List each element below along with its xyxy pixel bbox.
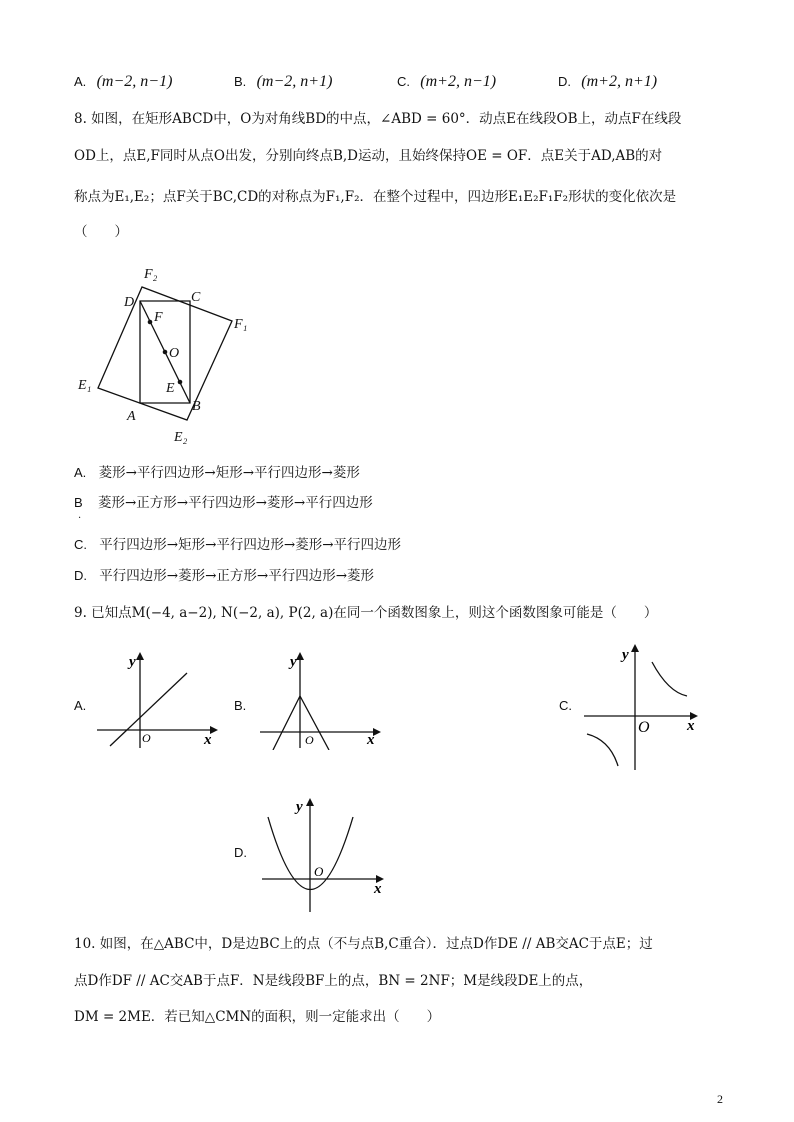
svg-text:y: y: [622, 647, 629, 663]
q7-option-d: D. (m+2, n+1): [558, 73, 658, 90]
page-number: 2: [717, 1092, 723, 1106]
q8-stem-line2: OD上，点E,F同时从点O出发，分别向终点B,D运动，且始终保持OE = OF．点E关于AD,AB的对: [74, 148, 663, 164]
label-f1: F₁: [234, 317, 248, 332]
q8-option-b: B 菱形→正方形→平行四边形→菱形→平行四边形: [74, 495, 373, 511]
point-o: [163, 350, 168, 355]
q8-answer-paren: （ ）: [74, 224, 128, 240]
svg-text:O: O: [314, 864, 324, 879]
y-arrow-icon: [296, 652, 304, 660]
hyperbola-branch-first-quadrant: [652, 662, 687, 696]
q8-option-c: C. 平行四边形→矩形→平行四边形→菱形→平行四边形: [74, 537, 402, 553]
q8-option-a: A. 菱形→平行四边形→矩形→平行四边形→菱形: [74, 465, 360, 481]
q9-stem: 9. 已知点M(−4, a−2), N(−2, a), P(2, a)在同一个函数图象上，则这个函数图象可能是（ ）: [74, 605, 658, 621]
q9-graph-c: [580, 638, 710, 773]
q8-stem-line1: 8. 如图，在矩形ABCD中，O为对角线BD的中点，∠ABD = 60°．动点E在线段OB上，动点F在线段: [74, 111, 682, 127]
svg-text:y: y: [296, 799, 303, 815]
svg-text:O: O: [142, 731, 151, 745]
label-a: A: [127, 409, 136, 424]
point-f: [148, 320, 153, 325]
y-arrow-icon: [136, 652, 144, 660]
q10-stem-line3: DM = 2ME．若已知△CMN的面积，则一定能求出（ ）: [74, 1009, 441, 1025]
label-o: O: [169, 346, 180, 361]
q7-option-b: B. (m−2, n+1): [234, 73, 333, 90]
q9-option-b-label: B.: [234, 698, 247, 713]
q8-option-d: D. 平行四边形→菱形→正方形→平行四边形→菱形: [74, 568, 375, 584]
absolute-value-graph: [273, 696, 329, 750]
label-b: B: [192, 399, 201, 414]
hyperbola-branch-third-quadrant: [587, 734, 618, 766]
label-e1: E₁: [78, 378, 92, 393]
svg-text:x: x: [204, 732, 212, 748]
q7-option-d-value: (m+2, n+1): [581, 73, 658, 90]
label-d: D: [124, 295, 135, 310]
svg-text:O: O: [305, 733, 314, 747]
label-c: C: [191, 290, 201, 305]
q9-option-d-label: D.: [234, 845, 247, 860]
svg-text:y: y: [129, 654, 136, 670]
q8-rectangle-figure: [70, 258, 270, 453]
q7-option-a: A. (m−2, n−1): [74, 73, 173, 90]
label-f2: F₂: [144, 267, 158, 282]
svg-text:x: x: [367, 732, 375, 748]
svg-text:x: x: [374, 881, 382, 897]
q10-stem-line1: 10. 如图，在△ABC中，D是边BC上的点（不与点B,C重合）．过点D作DE // AB交AC于点E；过: [74, 936, 653, 952]
q9-graph-d: [258, 792, 390, 917]
q9-graph-b: [255, 650, 385, 750]
q7-option-a-value: (m−2, n−1): [96, 73, 173, 90]
svg-text:O: O: [638, 719, 650, 736]
label-e: E: [166, 381, 175, 396]
q7-option-b-value: (m−2, n+1): [256, 73, 333, 90]
q9-option-a-label: A.: [74, 698, 87, 713]
y-arrow-icon: [631, 644, 639, 652]
svg-text:x: x: [687, 718, 695, 734]
q9-graph-a: [92, 650, 222, 750]
point-e: [178, 380, 183, 385]
q9-option-c-label: C.: [559, 698, 572, 713]
y-arrow-icon: [306, 798, 314, 806]
label-e2: E₂: [174, 430, 188, 445]
q10-stem-line2: 点D作DF // AC交AB于点F．N是线段BF上的点，BN = 2NF；M是线段DE上的点，: [74, 973, 593, 989]
q7-option-c-value: (m+2, n−1): [420, 73, 497, 90]
label-f: F: [154, 310, 163, 325]
q8-stem-line3: 称点为E₁,E₂；点F关于BC,CD的对称点为F₁,F₂．在整个过程中，四边形E₁E₂F₁F₂形状的变化依次是: [74, 189, 677, 205]
q7-option-c: C. (m+2, n−1): [397, 73, 497, 90]
svg-text:y: y: [290, 654, 297, 670]
stray-dot: .: [78, 510, 82, 521]
